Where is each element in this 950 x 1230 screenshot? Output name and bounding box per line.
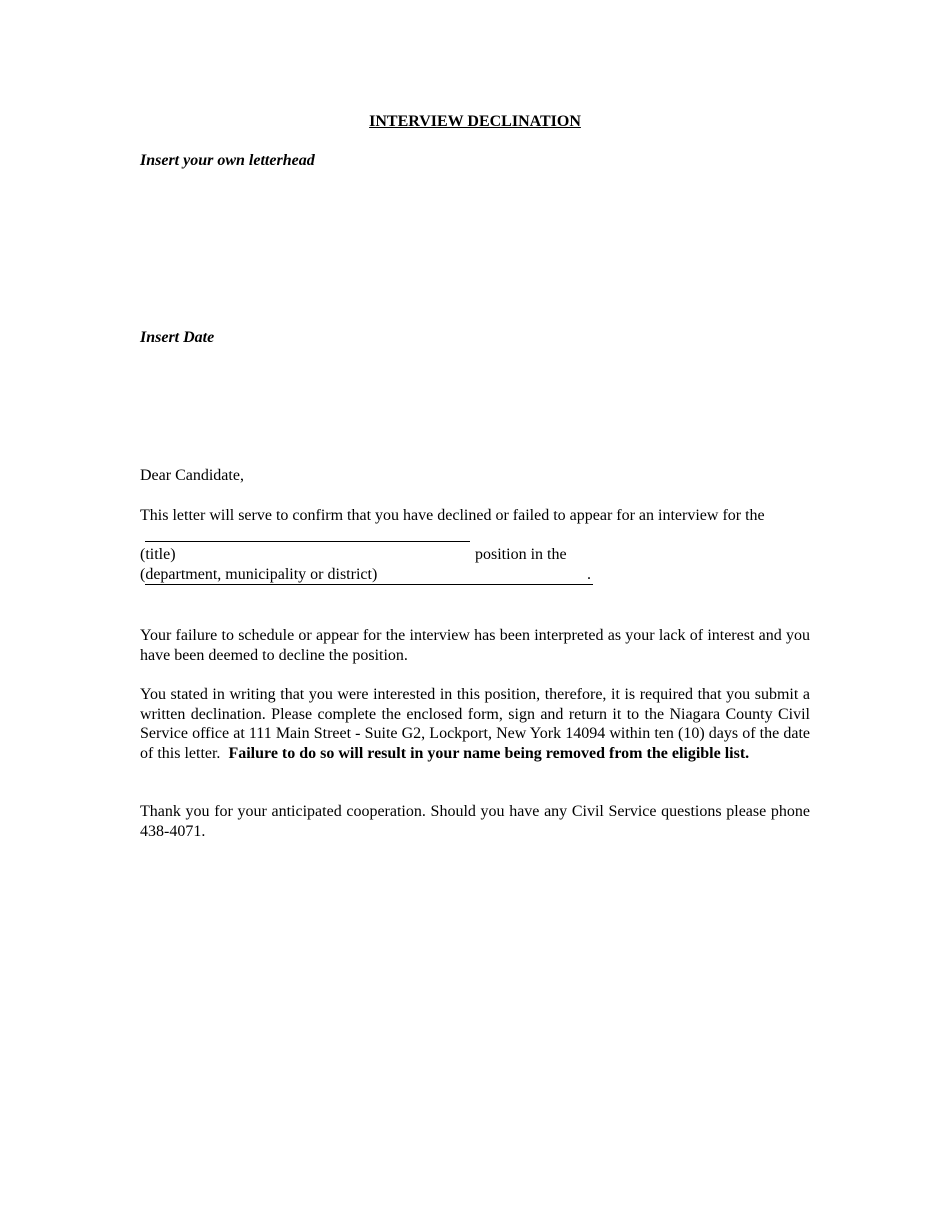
document-title: INTERVIEW DECLINATION <box>369 113 581 130</box>
position-text: position in the <box>475 546 567 563</box>
paragraph-written-declination <box>140 685 810 763</box>
date-placeholder: Insert Date <box>140 329 215 346</box>
paragraph-failure: Your failure to schedule or appear for the interview has been interpreted as your lack of interest and you have been deemed to decline the position. <box>140 627 810 664</box>
letterhead-placeholder: Insert your own letterhead <box>140 152 315 169</box>
paragraph-written-text: You stated in writing that you were interested in this position, therefore, it is required that you submit a written declination. Please complete the enclosed form, sign and return it to the Niagara County Civil Service office at 111 Main Street - Suite G2, Lockport, New York 14094 within ten (10) days of the date of this letter. <box>140 686 810 762</box>
title-blank-line <box>145 541 470 542</box>
intro-line: This letter will serve to confirm that you have declined or failed to appear for an interview for the <box>140 507 765 524</box>
department-field-end: . <box>587 566 591 583</box>
paragraph-thanks: Thank you for your anticipated cooperation. Should you have any Civil Service questions please phone 438-4071. <box>140 803 810 840</box>
title-field-label: (title) <box>140 546 176 563</box>
paragraph-written-warning: Failure to do so will result in your name being removed from the eligible list. <box>228 744 750 762</box>
department-blank-line <box>145 584 593 585</box>
salutation: Dear Candidate, <box>140 467 244 484</box>
department-field-label: (department, municipality or district) <box>140 566 378 583</box>
